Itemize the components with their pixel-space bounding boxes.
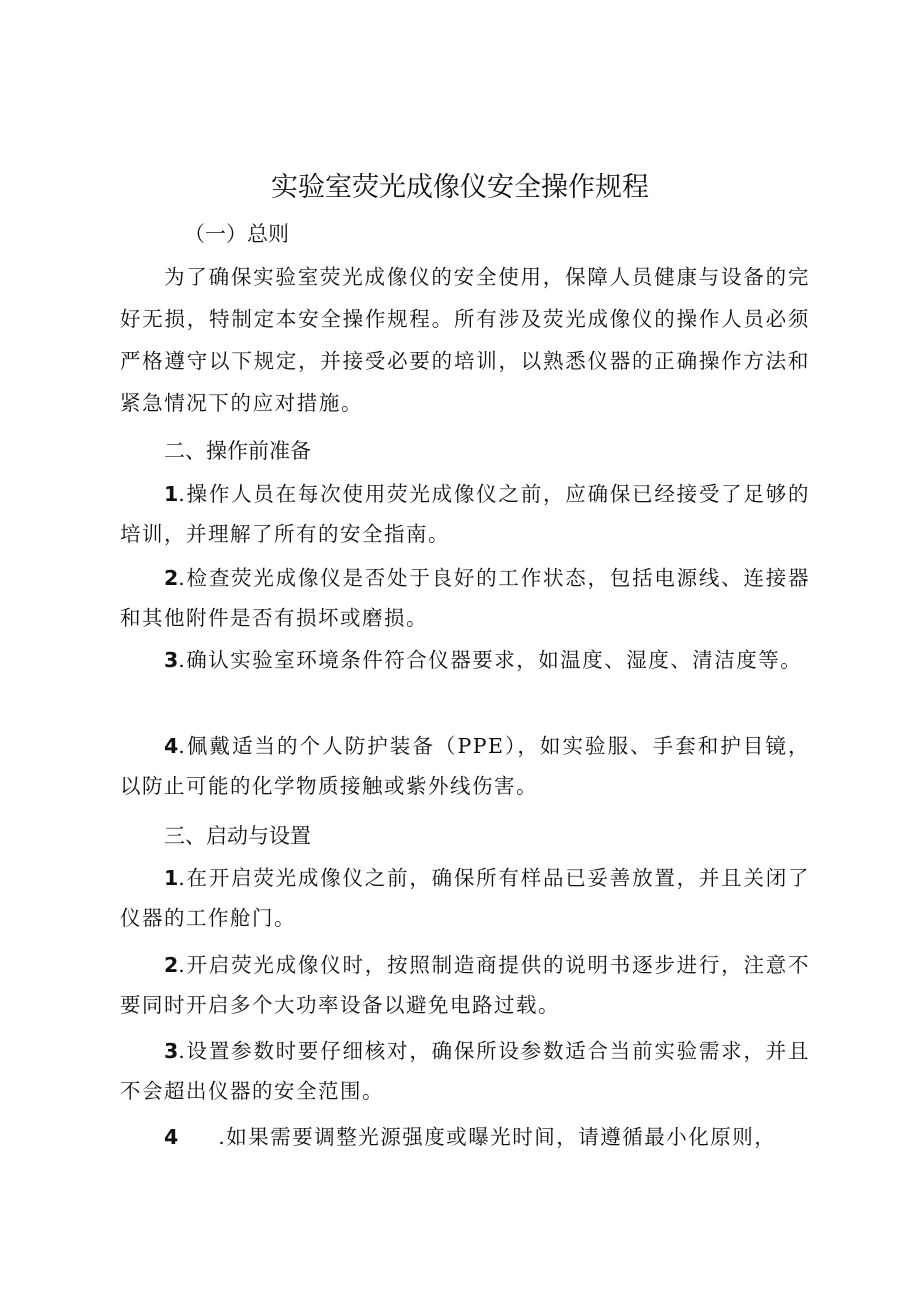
item-text: .佩戴适当的个人防护装备（PPE），如实验服、手套和护目镜，以防止可能的化学物质接触或紫外线伤害。 bbox=[120, 734, 810, 798]
item-number: 3 bbox=[164, 648, 179, 672]
item-text: .如果需要调整光源强度或曝光时间，请遵循最小化原则， bbox=[218, 1125, 777, 1149]
item-number: 4 bbox=[164, 734, 179, 758]
list-item bbox=[120, 640, 810, 680]
list-item bbox=[120, 558, 810, 638]
item-text: .操作人员在每次使用荧光成像仪之前，应确保已经接受了足够的培训，并理解了所有的安全指南。 bbox=[120, 482, 810, 546]
item-number: 1 bbox=[164, 866, 179, 890]
list-item bbox=[120, 858, 810, 938]
list-item bbox=[120, 474, 810, 554]
item-number: 2 bbox=[164, 953, 179, 977]
section-heading-startup: 三、启动与设置 bbox=[164, 824, 311, 848]
section-heading-preparation: 二、操作前准备 bbox=[164, 439, 311, 463]
list-item bbox=[120, 945, 810, 1025]
item-number: 1 bbox=[164, 482, 179, 506]
section-heading-general: （一）总则 bbox=[184, 222, 289, 246]
item-text: .开启荧光成像仪时，按照制造商提供的说明书逐步进行，注意不要同时开启多个大功率设备以避免电路过载。 bbox=[120, 953, 810, 1017]
list-item bbox=[120, 1031, 810, 1111]
list-item bbox=[120, 726, 810, 806]
item-number: 4 bbox=[164, 1125, 179, 1149]
document-title: 实验室荧光成像仪安全操作规程 bbox=[271, 172, 649, 203]
section-paragraph-general: 为了确保实验室荧光成像仪的安全使用，保障人员健康与设备的完好无损，特制定本安全操作规程。所有涉及荧光成像仪的操作人员必须严格遵守以下规定，并接受必要的培训，以熟悉仪器的正确操作方法和紧急情况下的应对措施。 bbox=[120, 265, 810, 415]
list-item bbox=[120, 1117, 810, 1157]
item-number: 2 bbox=[164, 566, 179, 590]
item-text: .在开启荧光成像仪之前，确保所有样品已妥善放置，并且关闭了仪器的工作舱门。 bbox=[120, 866, 810, 930]
item-number: 3 bbox=[164, 1039, 179, 1063]
item-text: .确认实验室环境条件符合仪器要求，如温度、湿度、清洁度等。 bbox=[178, 648, 803, 672]
item-text: .检查荧光成像仪是否处于良好的工作状态，包括电源线、连接器和其他附件是否有损坏或磨损。 bbox=[120, 566, 810, 630]
item-text: .设置参数时要仔细核对，确保所设参数适合当前实验需求，并且不会超出仪器的安全范围。 bbox=[120, 1039, 810, 1103]
